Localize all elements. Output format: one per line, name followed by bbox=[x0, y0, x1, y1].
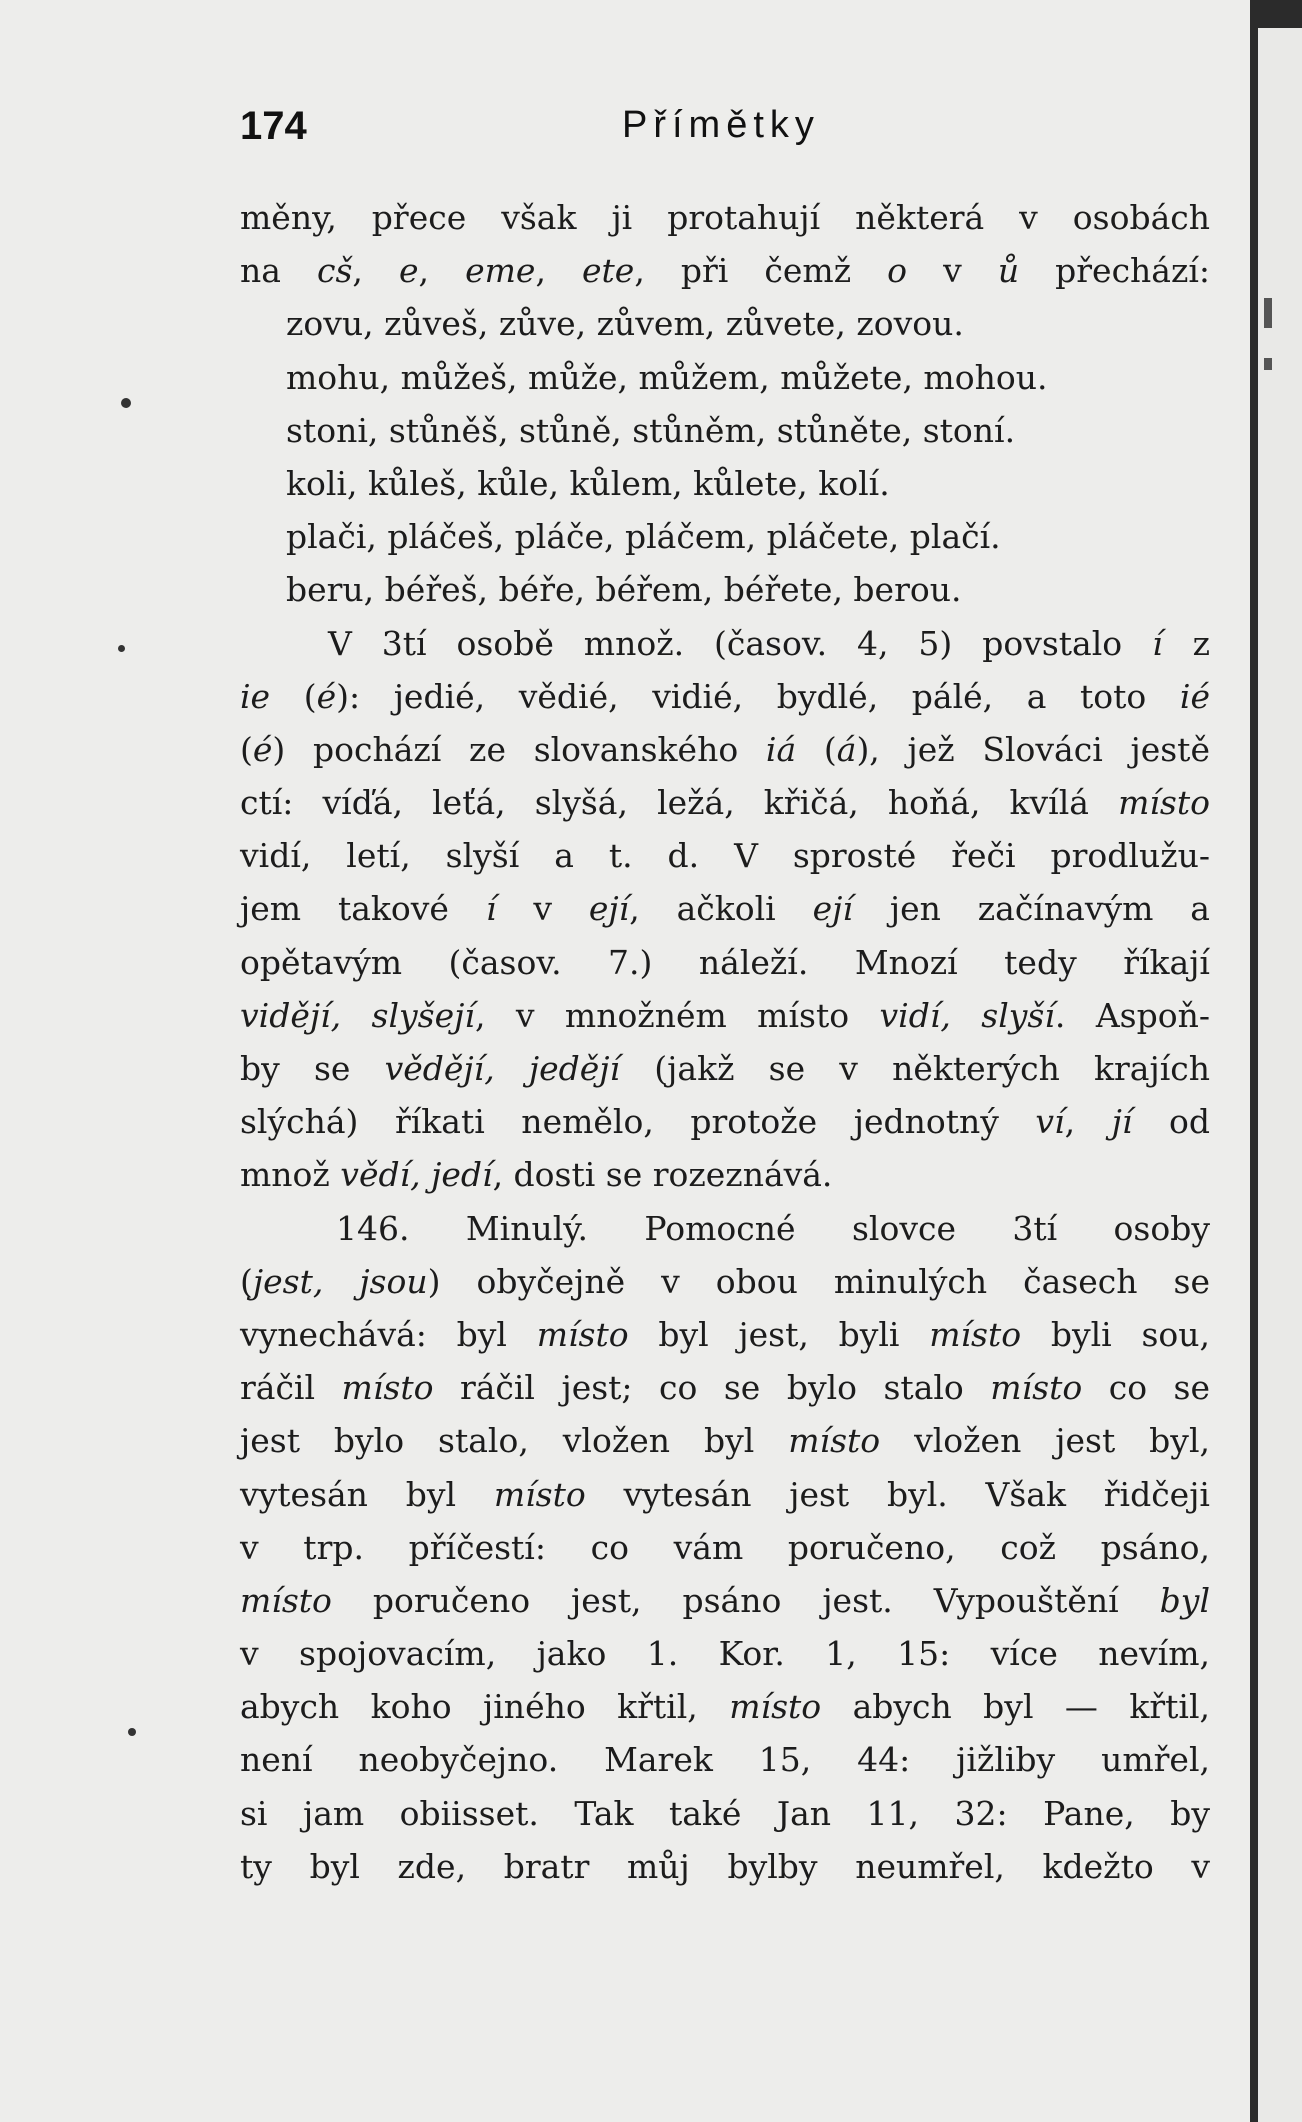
text-line bbox=[240, 936, 1210, 989]
adjacent-page-mark bbox=[1264, 298, 1272, 328]
text-run: abych koho jiného křtil, bbox=[240, 1687, 730, 1727]
text-run: . Aspoň- bbox=[1054, 995, 1210, 1035]
text-run: , bbox=[535, 251, 582, 291]
text-run: není neobyčejno. Marek 15, 44: jižliby umřel, bbox=[240, 1740, 1210, 1780]
text-line bbox=[240, 1680, 1210, 1733]
italic-text: vidějí, slyšejí bbox=[240, 995, 475, 1035]
text-run: (jakž se v některých krajích bbox=[620, 1049, 1210, 1088]
text-run: jest bylo stalo, vložen byl bbox=[240, 1421, 789, 1461]
text-run: , ačkoli bbox=[629, 889, 813, 929]
italic-text: byl bbox=[1159, 1580, 1210, 1620]
italic-text: ié bbox=[1179, 676, 1210, 716]
italic-text: e bbox=[398, 251, 419, 291]
text-run: byl jest, byli bbox=[628, 1314, 930, 1354]
text-line bbox=[240, 1308, 1210, 1361]
adjacent-page-mark bbox=[1264, 358, 1272, 370]
text-line bbox=[240, 882, 1210, 935]
italic-text: cš bbox=[317, 251, 353, 291]
text-run: V 3tí osobě množ. (časov. 4, 5) povstalo bbox=[328, 623, 1153, 663]
italic-text: místo bbox=[240, 1580, 332, 1620]
italic-text: jest, jsou bbox=[252, 1261, 428, 1301]
text-line bbox=[240, 191, 1210, 244]
text-run: vložen jest byl, bbox=[880, 1421, 1210, 1461]
text-run: v bbox=[907, 251, 998, 291]
running-head: Přímětky bbox=[622, 104, 820, 146]
text-run: vidí, letí, slyší a t. d. V sprosté řeči prodlužu- bbox=[240, 836, 1210, 876]
text-run: koli, kůleš, kůle, kůlem, kůlete, kolí. bbox=[286, 463, 890, 503]
text-line bbox=[240, 829, 1210, 882]
text-run: , bbox=[1064, 1102, 1112, 1142]
text-line bbox=[240, 1574, 1210, 1627]
text-run: na bbox=[240, 251, 317, 291]
text-line bbox=[240, 244, 1210, 297]
italic-text: í bbox=[485, 889, 497, 929]
italic-text: eme bbox=[465, 251, 536, 291]
page-number: 174 bbox=[240, 104, 307, 148]
italic-text: vědí, jedí bbox=[340, 1155, 493, 1195]
text-run: , bbox=[418, 251, 466, 291]
text-run: co se bbox=[1082, 1368, 1211, 1408]
text-run: v bbox=[496, 889, 589, 929]
text-run: zovu, zůveš, zůve, zůvem, zůvete, zovou. bbox=[286, 304, 964, 344]
text-line bbox=[240, 1148, 1210, 1201]
text-run: z bbox=[1162, 623, 1210, 663]
text-line bbox=[240, 1414, 1210, 1467]
italic-text: ie bbox=[240, 676, 271, 716]
text-line bbox=[240, 989, 1210, 1042]
margin-blot bbox=[128, 1728, 136, 1736]
body-text bbox=[240, 191, 1210, 1893]
italic-text: ejí bbox=[812, 889, 853, 929]
text-run: slýchá) říkati nemělo, protože jednotný bbox=[240, 1102, 1036, 1142]
text-run: vynechává: byl bbox=[240, 1314, 537, 1354]
italic-text: místo bbox=[990, 1368, 1083, 1408]
text-line bbox=[240, 1468, 1210, 1521]
text-line bbox=[240, 1095, 1210, 1148]
text-line bbox=[240, 510, 1210, 563]
text-run: poručeno jest, psáno jest. Vypouštění bbox=[331, 1580, 1160, 1620]
text-line bbox=[240, 457, 1210, 510]
text-line bbox=[240, 1521, 1210, 1574]
text-run: od bbox=[1132, 1102, 1210, 1142]
text-line bbox=[240, 1361, 1210, 1414]
text-run: jen začínavým a bbox=[852, 889, 1210, 929]
text-run: v spojovacím, jako 1. Kor. 1, 15: více nevím, bbox=[240, 1634, 1210, 1674]
italic-text: místo bbox=[788, 1421, 881, 1461]
margin-blot bbox=[121, 398, 131, 408]
text-run: si jam obiisset. Tak také Jan 11, 32: Pane, by bbox=[240, 1793, 1210, 1833]
text-run: plači, pláčeš, pláče, pláčem, pláčete, plačí. bbox=[286, 517, 1001, 557]
italic-text: vědějí, jedějí bbox=[384, 1049, 621, 1088]
text-run: ráčil bbox=[240, 1368, 342, 1408]
text-run: , dosti se rozeznává. bbox=[492, 1155, 833, 1195]
italic-text: ů bbox=[997, 251, 1020, 291]
italic-text: á bbox=[836, 729, 857, 769]
text-run: beru, béřeš, béře, béřem, béřete, berou. bbox=[286, 570, 962, 610]
text-line bbox=[240, 404, 1210, 457]
text-run: opětavým (časov. 7.) náleží. Mnozí tedy říkají bbox=[240, 942, 1210, 982]
text-run: množ bbox=[240, 1155, 341, 1195]
italic-text: é bbox=[252, 729, 273, 769]
text-run: , v množném místo bbox=[474, 995, 880, 1035]
text-line bbox=[240, 1202, 1210, 1255]
text-line bbox=[240, 297, 1210, 350]
italic-text: místo bbox=[1118, 783, 1210, 823]
text-run: ), jež Slováci jestě bbox=[856, 729, 1210, 769]
text-run: byli sou, bbox=[1021, 1314, 1211, 1354]
margin-blot bbox=[118, 645, 125, 652]
text-line bbox=[240, 670, 1210, 723]
text-line bbox=[240, 563, 1210, 616]
italic-text: í bbox=[1152, 623, 1163, 663]
text-run: ): jedié, vědié, vidié, bydlé, pálé, a toto bbox=[336, 676, 1180, 716]
text-run: jem takové bbox=[240, 889, 486, 929]
text-run: abych byl — křtil, bbox=[821, 1687, 1210, 1727]
italic-text: iá bbox=[765, 729, 797, 769]
italic-text: ete bbox=[582, 251, 635, 291]
text-line bbox=[240, 617, 1210, 670]
text-run: , bbox=[352, 251, 399, 291]
text-run: měny, přece však ji protahují některá v osobách bbox=[240, 198, 1210, 237]
text-run: ( bbox=[240, 1261, 253, 1301]
italic-text: o bbox=[887, 251, 908, 291]
italic-text: místo bbox=[341, 1368, 434, 1408]
text-run: ty byl zde, bratr můj bylby neumřel, kdežto v bbox=[240, 1846, 1210, 1886]
text-run: ( bbox=[240, 729, 253, 769]
text-line bbox=[240, 1840, 1210, 1893]
italic-text: vidí, slyší bbox=[879, 995, 1055, 1035]
text-run: v trp. příčestí: co vám poručeno, což psáno, bbox=[240, 1527, 1210, 1567]
italic-text: místo bbox=[929, 1314, 1022, 1354]
text-run: ( bbox=[796, 729, 837, 769]
text-run: vytesán jest byl. Však řidčeji bbox=[585, 1474, 1210, 1514]
italic-text: místo bbox=[536, 1314, 629, 1354]
adjacent-page-edge bbox=[1258, 28, 1302, 2122]
italic-text: místo bbox=[729, 1687, 822, 1727]
text-run: mohu, můžeš, může, můžem, můžete, mohou. bbox=[286, 357, 1048, 397]
text-run: ctí: víďá, leťá, slyšá, ležá, křičá, hoňá, kvílá bbox=[240, 783, 1119, 823]
text-run: by se bbox=[240, 1049, 385, 1088]
italic-text: ví bbox=[1035, 1102, 1065, 1142]
text-run: 146. Minulý. Pomocné slovce 3tí osoby bbox=[336, 1208, 1210, 1248]
text-line bbox=[240, 1627, 1210, 1680]
text-line bbox=[240, 351, 1210, 404]
text-line bbox=[240, 1042, 1210, 1095]
text-line bbox=[240, 1255, 1210, 1308]
text-line bbox=[240, 1787, 1210, 1840]
text-run: ráčil jest; co se bylo stalo bbox=[433, 1368, 991, 1408]
text-line bbox=[240, 723, 1210, 776]
italic-text: místo bbox=[493, 1474, 586, 1514]
text-run: stoni, stůněš, stůně, stůněm, stůněte, stoní. bbox=[286, 410, 1016, 450]
text-run: ) obyčejně v obou minulých časech se bbox=[427, 1261, 1210, 1301]
text-run: ) pochází ze slovanského bbox=[272, 729, 766, 769]
italic-text: ejí bbox=[588, 889, 630, 929]
italic-text: jí bbox=[1111, 1102, 1133, 1142]
text-line bbox=[240, 776, 1210, 829]
text-line bbox=[240, 1733, 1210, 1786]
text-run: ( bbox=[270, 676, 317, 716]
text-run: vytesán byl bbox=[240, 1474, 494, 1514]
italic-text: é bbox=[316, 676, 337, 716]
text-run: přechází: bbox=[1019, 251, 1211, 291]
text-run: , při čemž bbox=[634, 251, 888, 291]
